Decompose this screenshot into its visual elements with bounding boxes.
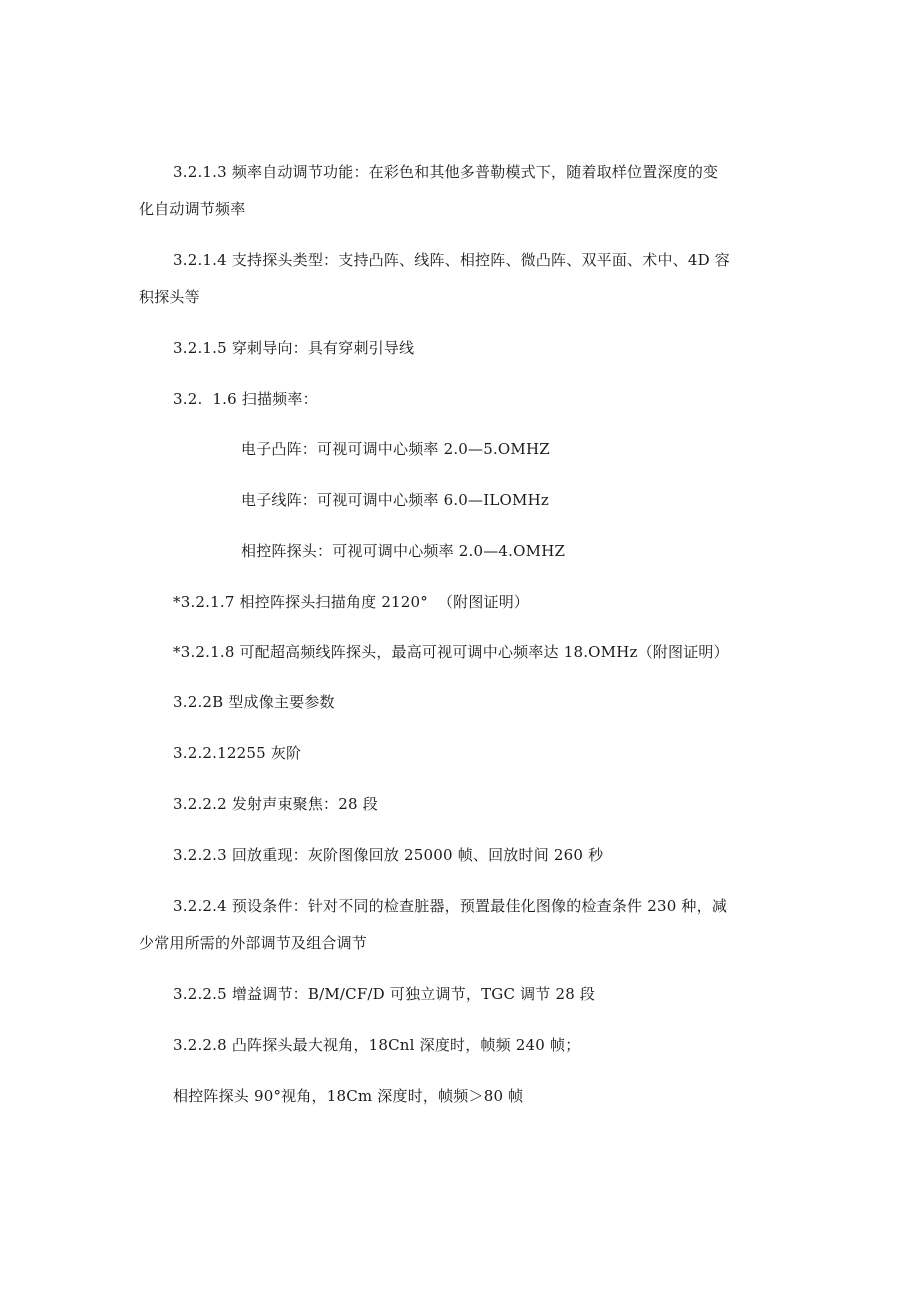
text-line: 少常用所需的外部调节及组合调节 [139, 934, 368, 952]
text-line: 3.2.2.4 预设条件：针对不同的检查脏器，预置最佳化图像的检查条件 230 种，减 [173, 897, 728, 915]
text-line: 3.2.2.2 发射声束聚焦：28 段 [173, 795, 378, 813]
text-line: 电子凸阵：可视可调中心频率 2.0—5.OMHZ [241, 440, 550, 458]
text-line: 3.2.2B 型成像主要参数 [173, 693, 335, 711]
text-line: 积探头等 [139, 288, 200, 306]
text-line: 3.2.2.12255 灰阶 [173, 744, 302, 762]
text-line: 3.2.2.5 增益调节：B/M/CF/D 可独立调节，TGC 调节 28 段 [173, 985, 596, 1003]
text-line: 3.2.2.8 凸阵探头最大视角，18Cnl 深度时，帧频 240 帧； [173, 1036, 581, 1054]
text-line: 相控阵探头 90°视角，18Cm 深度时，帧频＞80 帧 [173, 1087, 524, 1105]
text-line: 3.2.1.5 穿刺导向：具有穿刺引导线 [173, 339, 415, 357]
text-line: 3.2.1.4 支持探头类型：支持凸阵、线阵、相控阵、微凸阵、双平面、术中、4D 容 [173, 251, 730, 269]
text-line: *3.2.1.7 相控阵探头扫描角度 2120° （附图证明） [173, 593, 530, 611]
text-line: 3.2.2.3 回放重现：灰阶图像回放 25000 帧、回放时间 260 秒 [173, 846, 604, 864]
text-line: 化自动调节频率 [139, 200, 246, 218]
text-line: 相控阵探头：可视可调中心频率 2.0—4.OMHZ [241, 542, 566, 560]
text-line: *3.2.1.8 可配超高频线阵探头，最高可视可调中心频率达 18.OMHz（附图证明） [173, 643, 729, 661]
text-line: 3.2.1.3 频率自动调节功能：在彩色和其他多普勒模式下，随着取样位置深度的变 [173, 163, 719, 181]
text-line: 3.2. 1.6 扫描频率： [173, 390, 318, 408]
text-line: 电子线阵：可视可调中心频率 6.0—ILOMHz [241, 491, 549, 509]
